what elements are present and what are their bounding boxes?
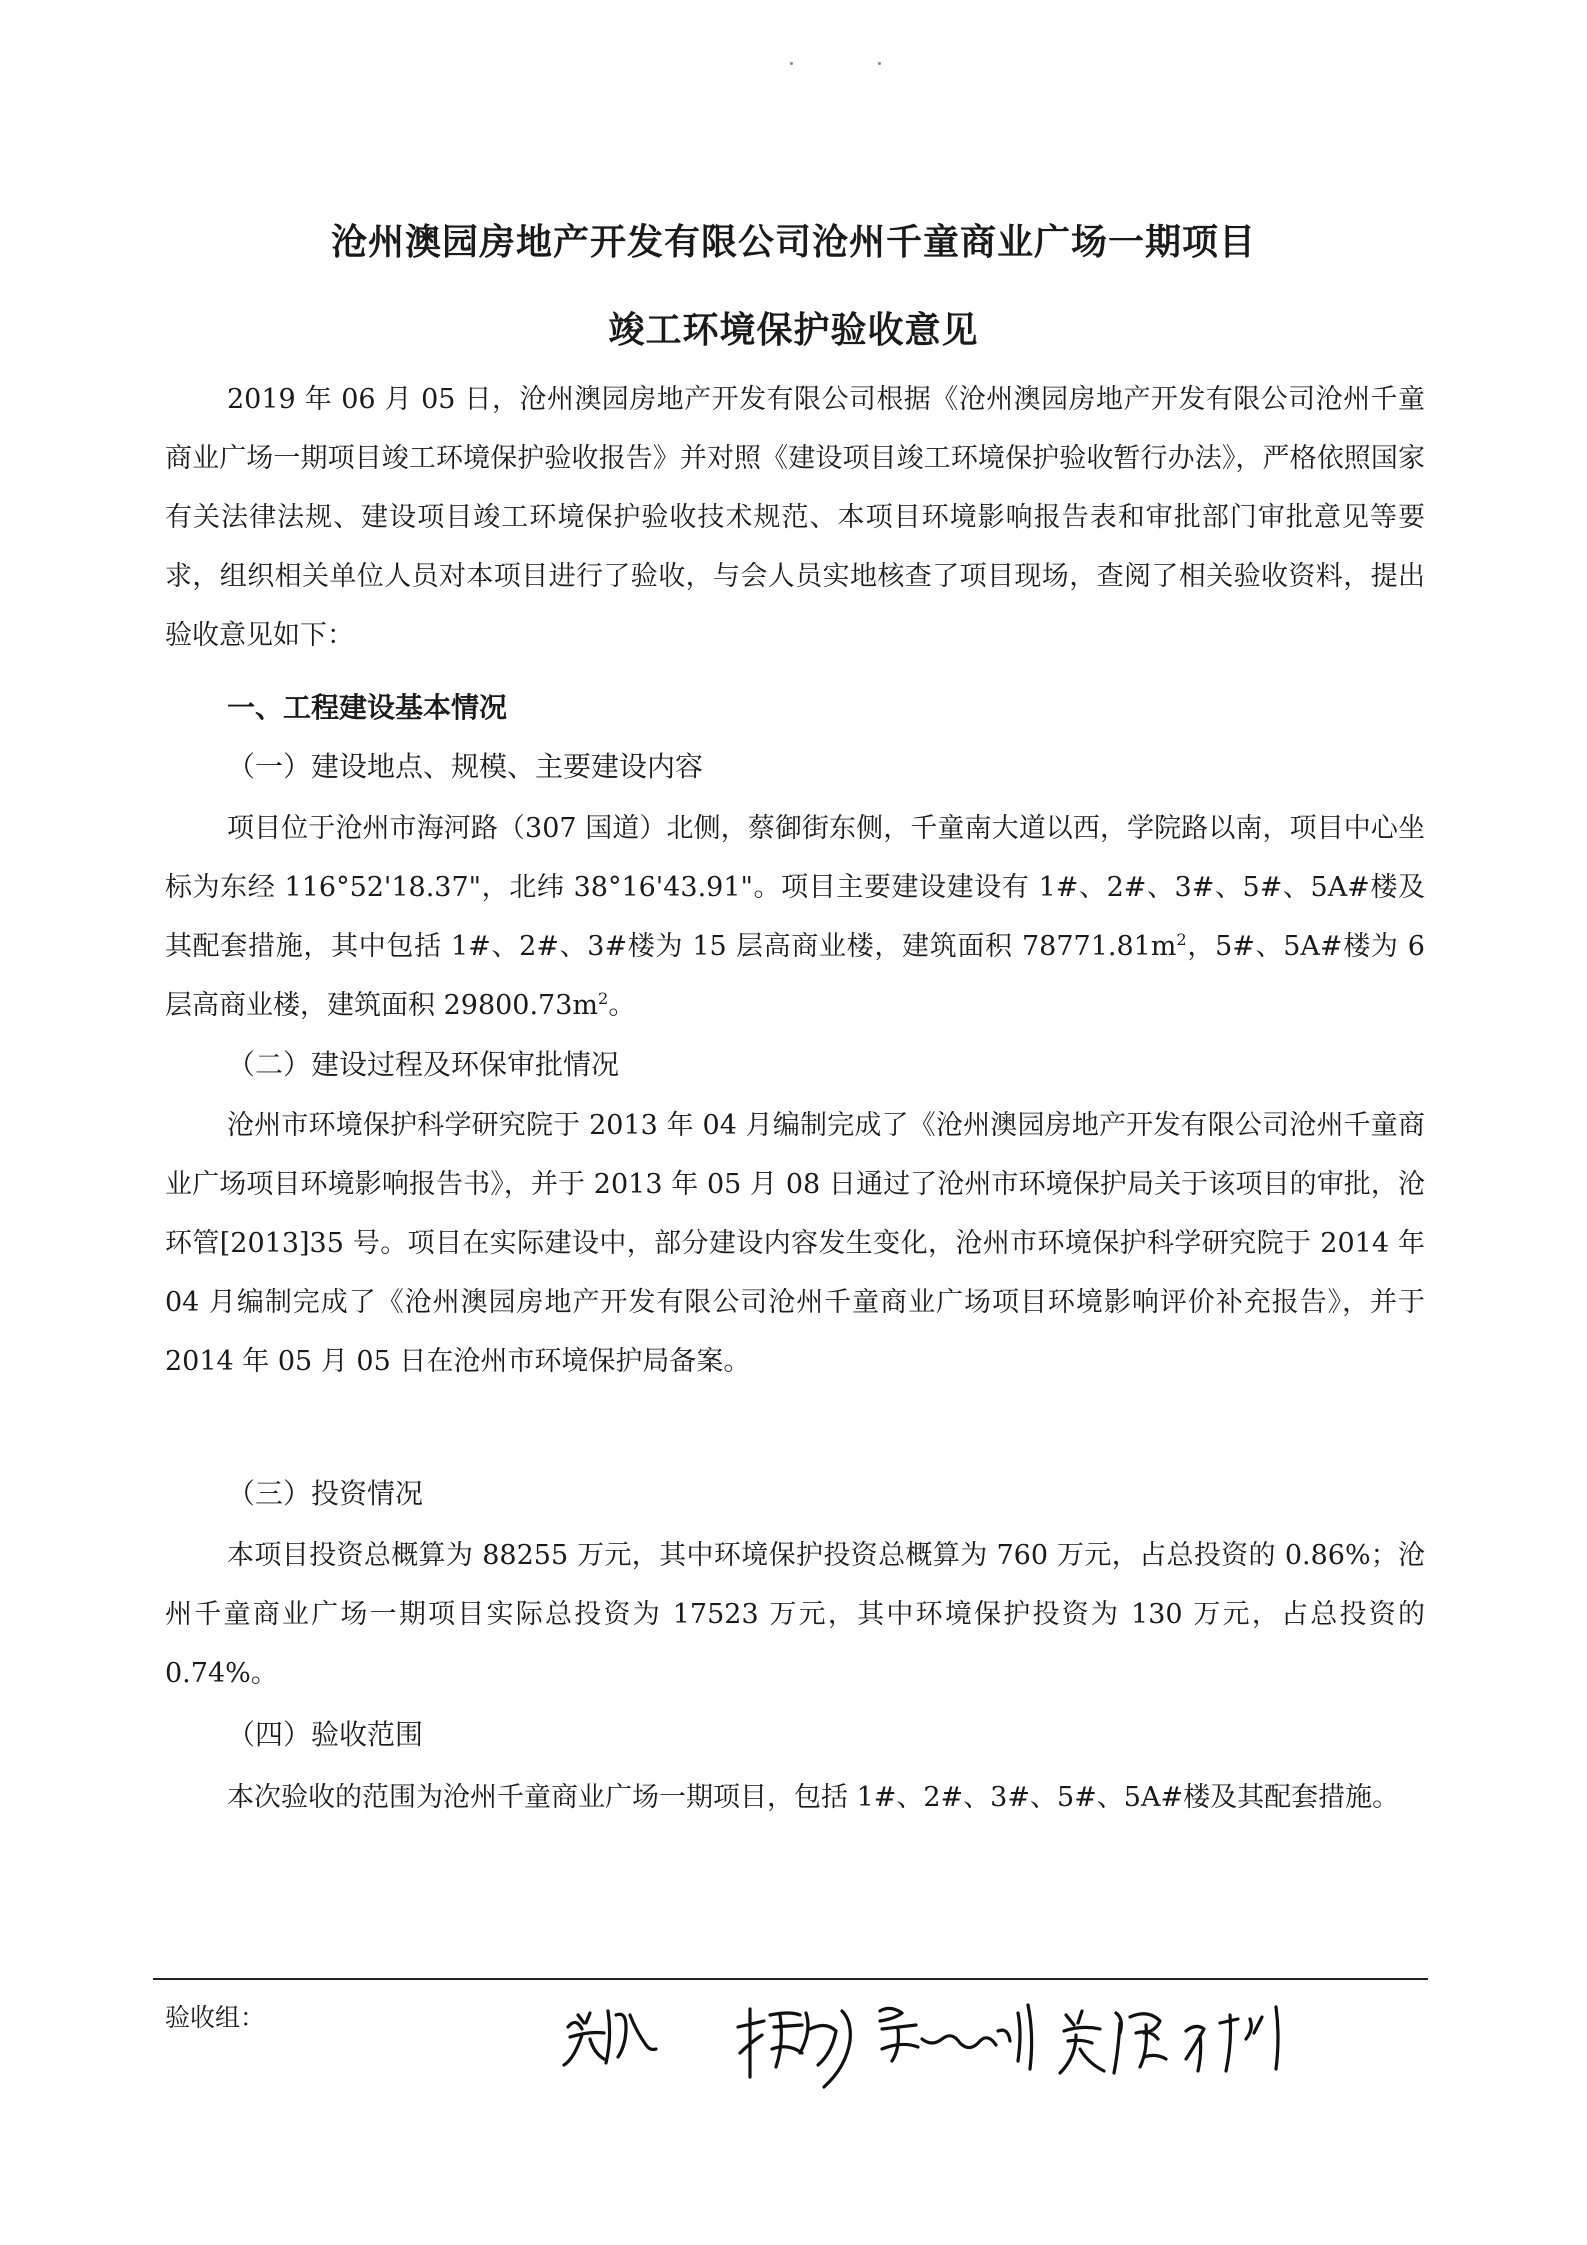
section1-heading: 一、工程建设基本情况 [227, 691, 508, 724]
subsection3-heading: （三）投资情况 [227, 1477, 424, 1510]
subsection1-paragraph [165, 799, 1425, 1035]
subsection2-paragraph: 沧州市环境保护科学研究院于 2013 年 04 月编制完成了《沧州澳园房地产开发有限公司沧州千童商业广场项目环境影响报告书》，并于 2013 年 05 月 08 日通过了沧州市环境保护局关于该项目的审批，沧环管[2013]35 号。项目在实际建设中，部分建设内容发生变化，沧州市环境保护科学研究院于 2014 年 04 月编制完成了《沧州澳园房地产开发有限公司沧州千童商业广场项目环境影响评价补充报告》，并于 2014 年 05 月 05 日在沧州市环境保护局备案。 [165, 1110, 1425, 1377]
signature-2 [738, 2009, 850, 2087]
subsection4-heading: （四）验收范围 [227, 1718, 424, 1751]
document-title-line1: 沧州澳园房地产开发有限公司沧州千童商业广场一期项目 [330, 221, 1256, 263]
subsection3-paragraph: 本项目投资总概算为 88255 万元，其中环境保护投资总概算为 760 万元，占总投资的 0.86%；沧州千童商业广场一期项目实际总投资为 17523 万元，其中环境保护投资为 130 万元，占总投资的 0.74%。 [165, 1540, 1425, 1689]
document-title-line2: 竣工环境保护验收意见 [608, 309, 979, 351]
subsection1-text-b: ，5#、5A#楼为 6 层高商业楼，建筑面积 29800.73m [165, 931, 1425, 1021]
scan-speck [790, 62, 793, 65]
handwritten-signatures [560, 1975, 1440, 2095]
subsection4-paragraph: 本次验收的范围为沧州千童商业广场一期项目，包括 1#、2#、3#、5#、5A#楼及其配套措施。 [227, 1782, 1400, 1813]
subsection2-heading: （二）建设过程及环保审批情况 [227, 1048, 620, 1081]
superscript-2: 2 [598, 989, 609, 1008]
subsection1-text-c: 。 [608, 990, 636, 1021]
subsection1-text-a: 项目位于沧州市海河路（307 国道）北侧，蔡御街东侧，千童南大道以西，学院路以南，项目中心坐标为东经 116°52'18.37"，北纬 38°16'43.91"。项目主要建设建设有 1#、2#、3#、5#、5A#楼及其配套措施，其中包括 1#、2#、3#楼为 15 层高商业楼，建筑面积 78771.81m [165, 813, 1425, 962]
superscript-2: 2 [1176, 930, 1187, 949]
scan-speck [878, 62, 881, 65]
subsection1-heading: （一）建设地点、规模、主要建设内容 [227, 750, 704, 783]
signature-3 [880, 2005, 1032, 2069]
signature-1 [564, 2011, 656, 2065]
intro-paragraph: 2019 年 06 月 05 日，沧州澳园房地产开发有限公司根据《沧州澳园房地产开发有限公司沧州千童商业广场一期项目竣工环境保护验收报告》并对照《建设项目竣工环境保护验收暂行办法》，严格依照国家有关法律法规、建设项目竣工环境保护验收技术规范、本项目环境影响报告表和审批部门审批意见等要求，组织相关单位人员对本项目进行了验收，与会人员实地核查了项目现场，查阅了相关验收资料，提出验收意见如下： [165, 384, 1425, 651]
signature-5 [1186, 2007, 1278, 2071]
signature-4 [1060, 2011, 1166, 2073]
acceptance-group-label: 验收组： [165, 2003, 266, 2032]
